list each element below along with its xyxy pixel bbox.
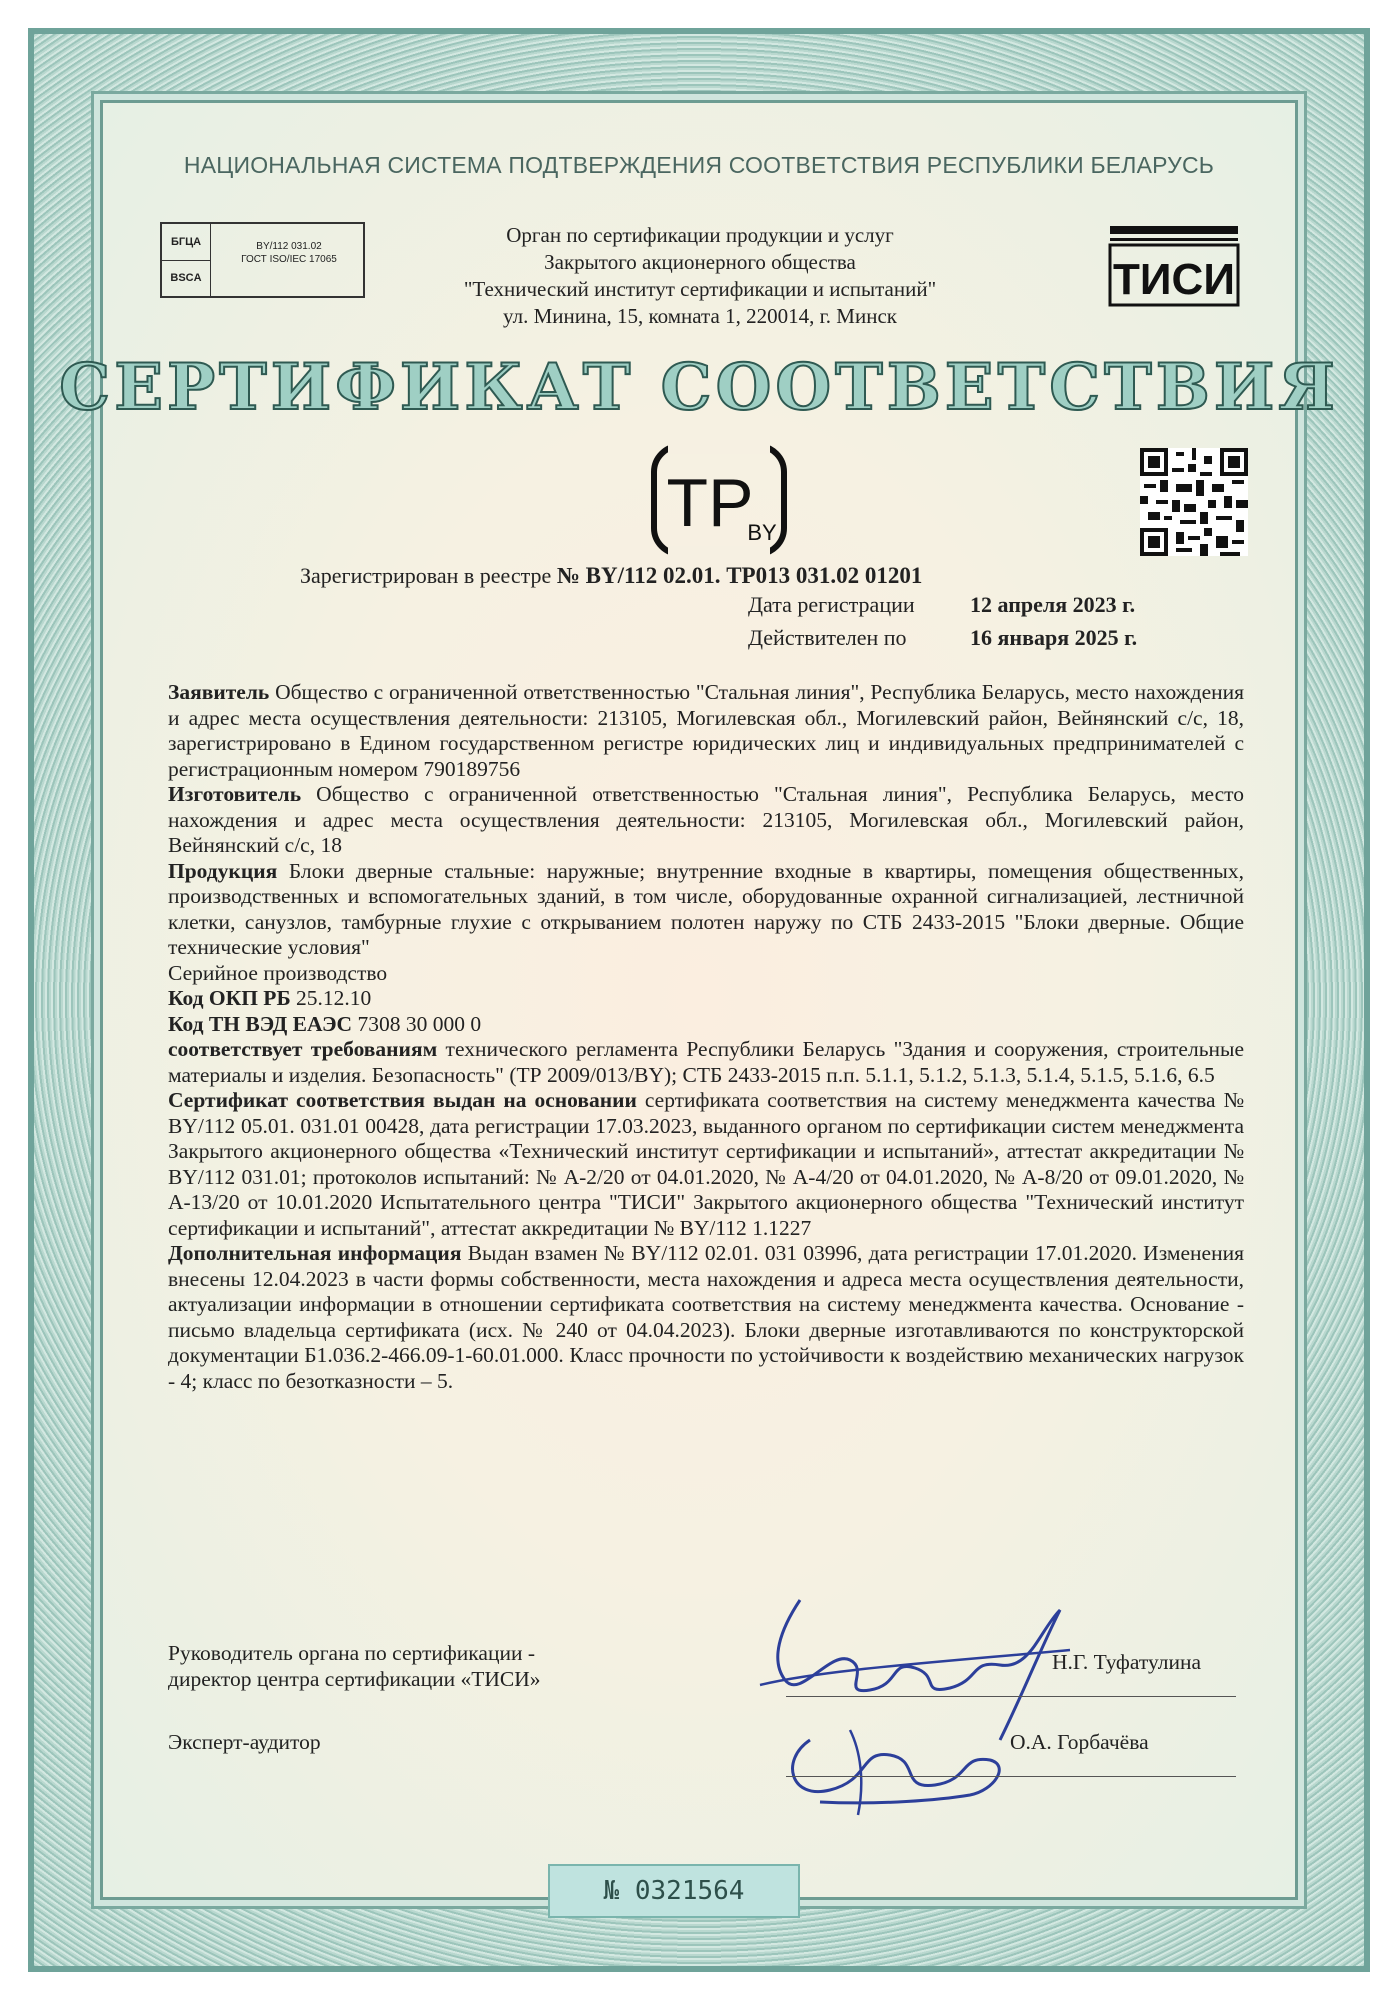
certificate-title: СЕРТИФИКАТ СООТВЕТСТВИЯ — [59, 350, 1339, 425]
org-line: "Технический институт сертификации и испытаний" — [463, 277, 937, 301]
conformity-paragraph — [168, 1037, 1244, 1088]
registry-line — [300, 563, 922, 589]
tnved-code — [168, 1012, 1244, 1038]
okp-label: Код ОКП РБ — [168, 986, 291, 1010]
tr-mark-main: TP — [666, 465, 754, 541]
head-of-body-title — [168, 1640, 541, 1692]
signature-line — [786, 1776, 1236, 1777]
tr-conformity-mark — [648, 440, 790, 560]
handwritten-signatures — [740, 1590, 1100, 1830]
accreditation-details — [214, 240, 364, 266]
accreditation-label-bottom: BSCA — [162, 260, 211, 296]
extra-label: Дополнительная информация — [168, 1241, 462, 1265]
tnved-value: 7308 30 000 0 — [357, 1011, 482, 1036]
valid-until-label: Действителен по — [748, 625, 907, 650]
accreditation-standard: ГОСТ ISO/IEC 17065 — [241, 254, 337, 265]
manufacturer-paragraph — [168, 782, 1244, 859]
expert-name: О.А. Горбачёва — [1010, 1730, 1149, 1754]
national-system-heading: НАЦИОНАЛЬНАЯ СИСТЕМА ПОДТВЕРЖДЕНИЯ СООТВЕТСТВИЯ РЕСПУБЛИКИ БЕЛАРУСЬ — [183, 152, 1215, 178]
tr-mark-sub: BY — [747, 520, 777, 545]
tnved-label: Код ТН ВЭД ЕАЭС — [168, 1011, 353, 1036]
tisi-logo-text: ТИСИ — [1113, 255, 1235, 304]
applicant-paragraph — [168, 680, 1244, 782]
head-name: Н.Г. Туфатулина — [1052, 1650, 1202, 1674]
head-title-line: директор центра сертификации «ТИСИ» — [168, 1667, 541, 1691]
certificate-body — [168, 680, 1244, 1394]
org-line: Орган по сертификации продукции и услуг — [506, 223, 894, 247]
org-line: ул. Минина, 15, комната 1, 220014, г. Минск — [503, 304, 897, 328]
registration-date-value: 12 апреля 2023 г. — [970, 592, 1136, 617]
conforms-text: технического регламента Республики Беларусь "Здания и сооружения, строительные материалы и изделия. Безопасность" (ТР 2009/013/BY); СТБ 2433-2015 п.п. 5.1.1, 5.1.2, 5.1.3, 5.1.4, 5.1.5, 5.1.6, 6.5 — [168, 1037, 1244, 1087]
basis-paragraph — [168, 1088, 1244, 1241]
okp-code — [168, 986, 1244, 1012]
product-label: Продукция — [168, 858, 278, 883]
qr-code-icon — [1140, 448, 1248, 556]
extra-info-paragraph — [168, 1241, 1244, 1394]
extra-text: Выдан взамен № BY/112 02.01. 031 03996, дата регистрации 17.01.2020. Изменения внесены 12.04.2023 в части формы собственности, места нахождения и адреса места осуществления деятельности, актуализации информации в отношении сертификата соответствия на систему менеджмента качества. Основание - письмо владельца сертификата (исх. № 240 от 04.04.2023). Блоки дверные изготавливаются по конструкторской документации Б1.036.2-466.09-1-60.01.000. Класс прочности по устойчивости к воздействию механических нагрузок - 4; класс по безотказности – 5. — [168, 1241, 1244, 1393]
certification-body — [380, 222, 1020, 330]
conforms-label: соответствует требованиям — [168, 1037, 438, 1061]
basis-text: сертификата соответствия на систему менеджмента качества № BY/112 05.01. 031.01 00428, дата регистрации 17.03.2023, выданного органом по сертификации систем менеджмента Закрытого акционерного общества «Технический институт сертификации и испытаний», аттестат аккредитации № BY/112 031.01; протоколов испытаний: № А-2/20 от 04.01.2020, № А-4/20 от 04.01.2020, № А-8/20 от 09.01.2020, № А-13/20 от 10.01.2020 Испытательного центра "ТИСИ" Закрытого акционерного общества "Технический институт сертификации и испытаний", аттестат аккредитации № BY/112 1.1227 — [168, 1088, 1244, 1240]
okp-value: 25.12.10 — [296, 986, 372, 1010]
serial-production: Серийное производство — [168, 960, 388, 985]
accreditation-number: BY/112 031.02 — [256, 241, 322, 252]
registry-label: Зарегистрирован в реестре — [300, 563, 552, 588]
basis-label: Сертификат соответствия выдан на основании — [168, 1088, 637, 1112]
product-paragraph — [168, 859, 1244, 961]
form-serial-number: № 0321564 — [548, 1864, 800, 1918]
registration-dates — [748, 588, 1137, 654]
applicant-text: Общество с ограниченной ответственностью "Стальная линия", Республика Беларусь, место нахождения и адрес места осуществления деятельности: 213105, Могилевская обл., Могилевский район, Вейнянский с/с, 18, зарегистрировано в Едином государственном регистре юридических лиц и индивидуальных предпринимателей с регистрационным номером 790189756 — [168, 680, 1245, 781]
valid-until-value: 16 января 2025 г. — [970, 625, 1138, 650]
manufacturer-text: Общество с ограниченной ответственностью "Стальная линия", Республика Беларусь, место нахождения и адрес места осуществления деятельности: 213105, Могилевская обл., Могилевский район, Вейнянский с/с, 18 — [168, 782, 1244, 857]
head-title-line: Руководитель органа по сертификации - — [168, 1641, 536, 1665]
accreditation-label-top: БГЦА — [162, 224, 211, 261]
registry-number: № BY/112 02.01. ТР013 031.02 01201 — [556, 563, 923, 588]
manufacturer-label: Изготовитель — [168, 782, 302, 806]
applicant-label: Заявитель — [168, 680, 270, 704]
signature-line — [786, 1696, 1236, 1697]
tisi-logo — [1108, 224, 1240, 308]
expert-auditor-label: Эксперт-аудитор — [168, 1730, 321, 1754]
registration-date-label: Дата регистрации — [748, 592, 915, 617]
accreditation-box — [160, 222, 365, 298]
product-text: Блоки дверные стальные: наружные; внутренние входные в квартиры, помещения общественных, производственных и вспомогательных зданий, в том числе, оборудованные охранной сигнализацией, лестничной клетки, санузлов, тамбурные глухие с открыванием полотен наружу по СТБ 2433-2015 "Блоки дверные. Общие технические условия" — [168, 858, 1244, 959]
org-line: Закрытого акционерного общества — [544, 250, 856, 274]
